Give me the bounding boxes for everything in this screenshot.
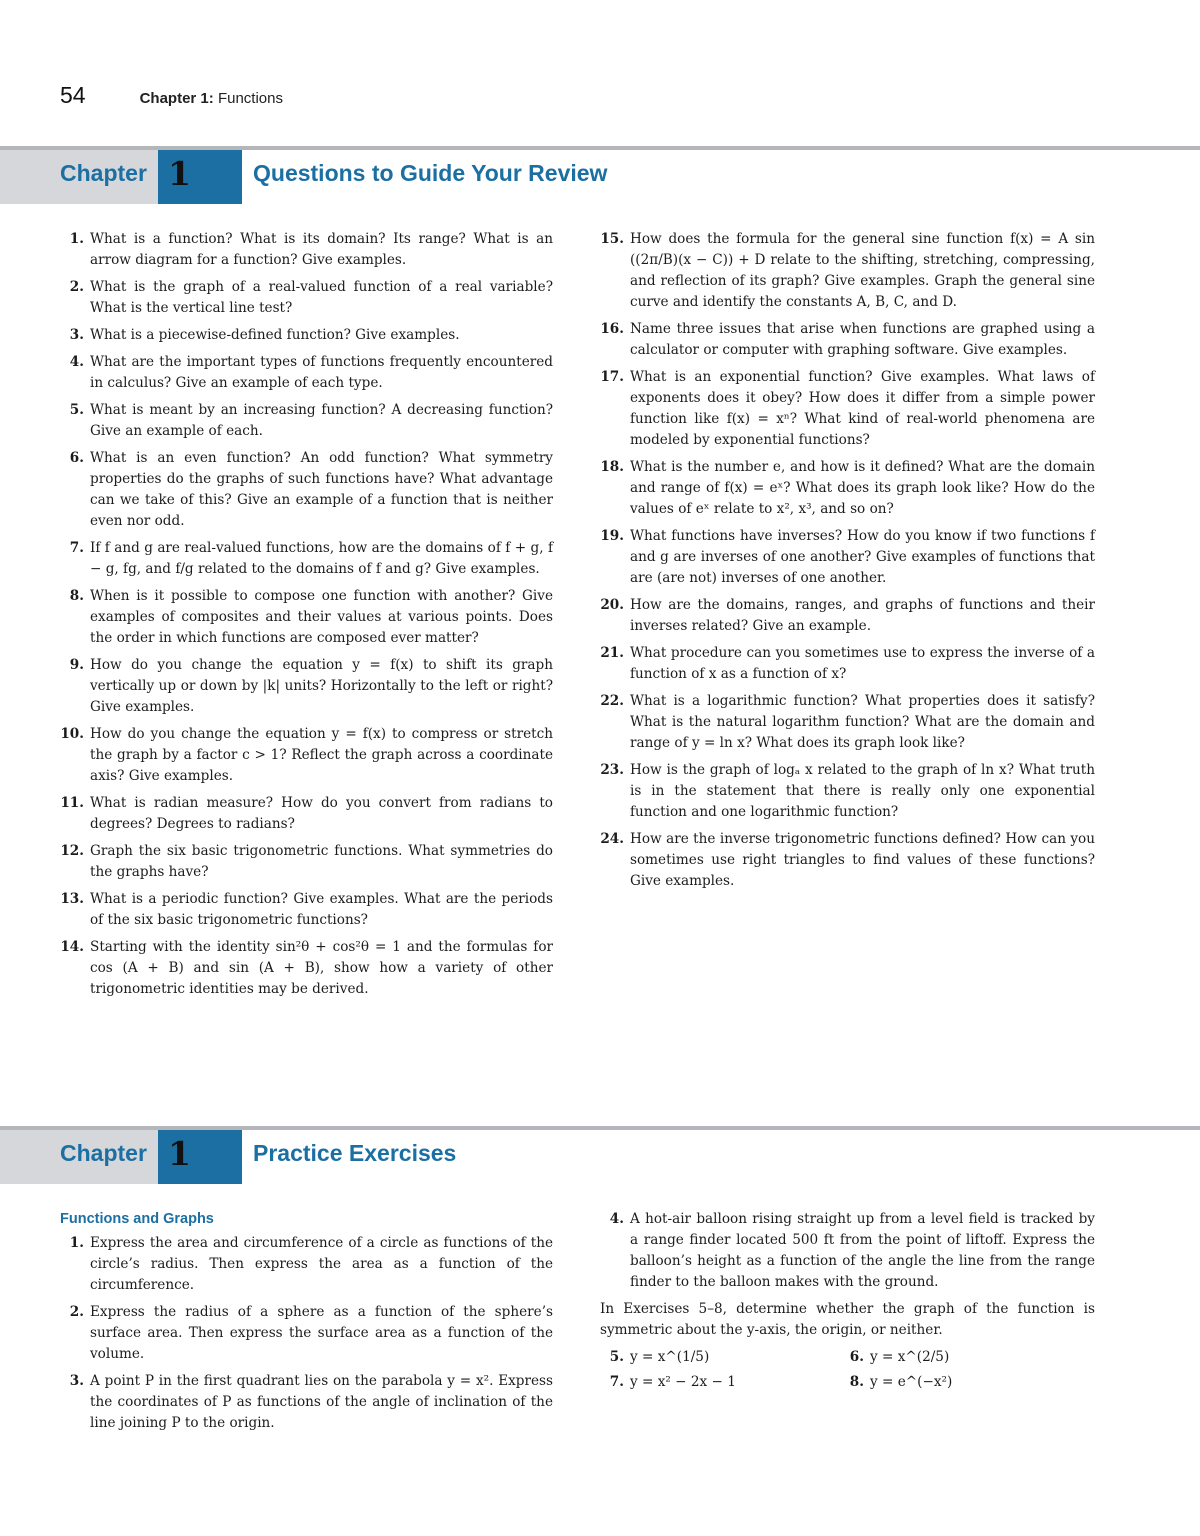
equation-item: 8. y = e^(−x²) [849,1374,953,1390]
running-chapter-name: Functions [217,90,283,107]
review-question: 18. What is the number e, and how is it defined? What are the domain and range of f(x) = eˣ? What does its graph look like? How do the values of eˣ relate to x², x³, and so on? [600,459,1095,517]
chapter-word: Chapter [60,160,147,186]
review-question: 21. What procedure can you sometimes use to express the inverse of a function of x as a function of x? [600,645,1095,682]
review-banner [0,146,1200,204]
review-title: Questions to Guide Your Review [253,160,608,186]
review-question: 4. What are the important types of functions frequently encountered in calculus? Give an example of each type. [69,354,553,391]
page-number: 54 [60,82,86,108]
practice-right-column [600,1209,1095,1393]
equation-item: 7. y = x² − 2x − 1 [609,1374,736,1390]
equation-item: 5. y = x^(1/5) [609,1349,710,1365]
review-question: 10. How do you change the equation y = f(x) to compress or stretch the graph by a factor c > 1? Reflect the graph across a coordinate axis? Give examples. [60,726,553,784]
review-left-column [60,229,553,1006]
practice-banner [0,1126,1200,1184]
chapter-number: 1 [168,1134,191,1173]
equation-item: 6. y = x^(2/5) [849,1349,950,1365]
practice-exercise: 3. A point P in the first quadrant lies on the parabola y = x². Express the coordinates of P as functions of the angle of inclination of the line joining P to the origin. [69,1373,553,1431]
review-question: 12. Graph the six basic trigonometric functions. What symmetries do the graphs have? [60,843,553,880]
review-question: 8. When is it possible to compose one function with another? Give examples of composites and their values at various points. Does the order in which functions are composed ever matter? [69,588,553,646]
practice-left-column [60,1209,553,1440]
review-question: 24. How are the inverse trigonometric functions defined? How can you sometimes use right triangles to find values of these functions? Give examples. [600,831,1095,889]
review-question: 7. If f and g are real-valued functions, how are the domains of f + g, f − g, fg, and f/g related to the domains of f and g? Give examples. [69,540,553,577]
review-question: 17. What is an exponential function? Give examples. What laws of exponents does it obey? How does it differ from a simple power function like f(x) = xⁿ? What kind of real-world phenomena are modeled by exponential functions? [600,369,1095,448]
equation-grid [600,1347,1095,1393]
review-question: 14. Starting with the identity sin²θ + cos²θ = 1 and the formulas for cos (A + B) and sin (A + B), show how a variety of other trigonometric identities may be derived. [60,939,553,997]
review-question: 23. How is the graph of logₐ x related to the graph of ln x? What truth is in the statement that there is really only one exponential function and one logarithmic function? [600,762,1095,820]
review-question: 22. What is a logarithmic function? What properties does it satisfy? What is the natural logarithm function? What are the domain and range of y = ln x? What does its graph look like? [600,693,1095,751]
review-question: 2. What is the graph of a real-valued function of a real variable? What is the vertical line test? [69,279,553,316]
running-head [60,82,283,109]
review-question: 16. Name three issues that arise when functions are graphed using a calculator or computer with graphing software. Give examples. [600,321,1095,358]
review-question: 13. What is a periodic function? Give examples. What are the periods of the six basic trigonometric functions? [60,891,553,928]
practice-title: Practice Exercises [253,1140,457,1166]
review-question: 20. How are the domains, ranges, and graphs of functions and their inverses related? Give an example. [600,597,1095,634]
review-question: 6. What is an even function? An odd function? What symmetry properties do the graphs of such functions have? What advantage can we take of this? Give an example of a function that is neither even nor odd. [69,450,553,529]
review-question: 9. How do you change the equation y = f(x) to shift its graph vertically up or down by |k| units? Horizontally to the left or right? Give examples. [69,657,553,715]
review-question: 1. What is a function? What is its domain? Its range? What is an arrow diagram for a function? Give examples. [69,231,553,268]
running-title [140,90,283,107]
exercise-instruction: In Exercises 5–8, determine whether the graph of the function is symmetric about the y-axis, the origin, or neither. [600,1301,1095,1338]
running-chapter-label: Chapter 1: [139,90,214,107]
review-question: 5. What is meant by an increasing function? A decreasing function? Give an example of each. [69,402,553,439]
section-heading: Functions and Graphs [60,1211,214,1227]
review-question: 15. How does the formula for the general sine function f(x) = A sin ((2π/B)(x − C)) + D relate to the shifting, stretching, compressing, and reflection of its graph? Give examples. Graph the general sine curve and identify the constants A, B, C, and D. [600,231,1095,310]
review-question: 19. What functions have inverses? How do you know if two functions f and g are inverses of one another? Give examples of functions that are (are not) inverses of one another. [600,528,1095,586]
review-right-column [600,229,1095,898]
chapter-word: Chapter [60,1140,147,1166]
review-question: 3. What is a piecewise-defined function? Give examples. [69,327,460,343]
practice-exercise: 1. Express the area and circumference of a circle as functions of the circle’s radius. Then express the area as a function of the circumference. [69,1235,553,1293]
review-question: 11. What is radian measure? How do you convert from radians to degrees? Degrees to radians? [60,795,553,832]
practice-exercise: 4. A hot-air balloon rising straight up from a level field is tracked by a range finder located 500 ft from the point of liftoff. Express the balloon’s height as a function of the angle the line from the range finder to the balloon makes with the ground. [609,1211,1095,1290]
practice-exercise: 2. Express the radius of a sphere as a function of the sphere’s surface area. Then express the surface area as a function of the volume. [69,1304,553,1362]
chapter-number: 1 [168,154,191,193]
